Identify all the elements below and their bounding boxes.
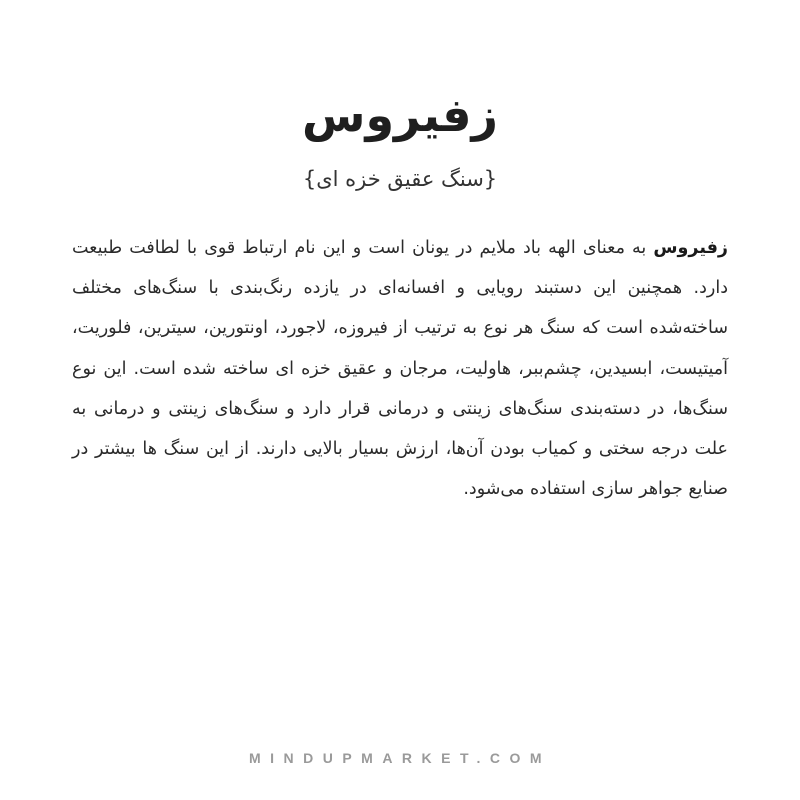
- body-lead-word: زفیروس: [653, 238, 728, 258]
- page-subtitle: {سنگ عقیق خزه ای}: [302, 167, 498, 191]
- footer-site-url[interactable]: MINDUPMARKET.COM: [248, 750, 552, 766]
- body-text: به معنای الهه باد ملایم در یونان است و این نام ارتباط قوی با لطافت طبیعت دارد. همچنین این دستبند رویایی و افسانه‌ای در یازده رنگ‌بندی با سنگ‌های مختلف ساخته‌شده است که سنگ هر نوع به ترتیب از فیروزه، لاجورد، اونتورین، سیترین، فلوریت، آمیتیست، ابسیدین، چشم‌ببر، هاولیت، مرجان و عقیق خزه ای ساخته شده است. این نوع سنگ‌ها، در دسته‌بندی سنگ‌های زینتی و درمانی قرار دارد و سنگ‌های زینتی و درمانی به علت درجه سختی و کمیاب بودن آن‌ها، ارزش بسیار بالایی دارند. از این سنگ ها بیشتر در صنایع جواهر سازی استفاده می‌شود.: [72, 238, 728, 500]
- page-title: زفیروس: [301, 88, 499, 142]
- body-paragraph: [72, 228, 728, 509]
